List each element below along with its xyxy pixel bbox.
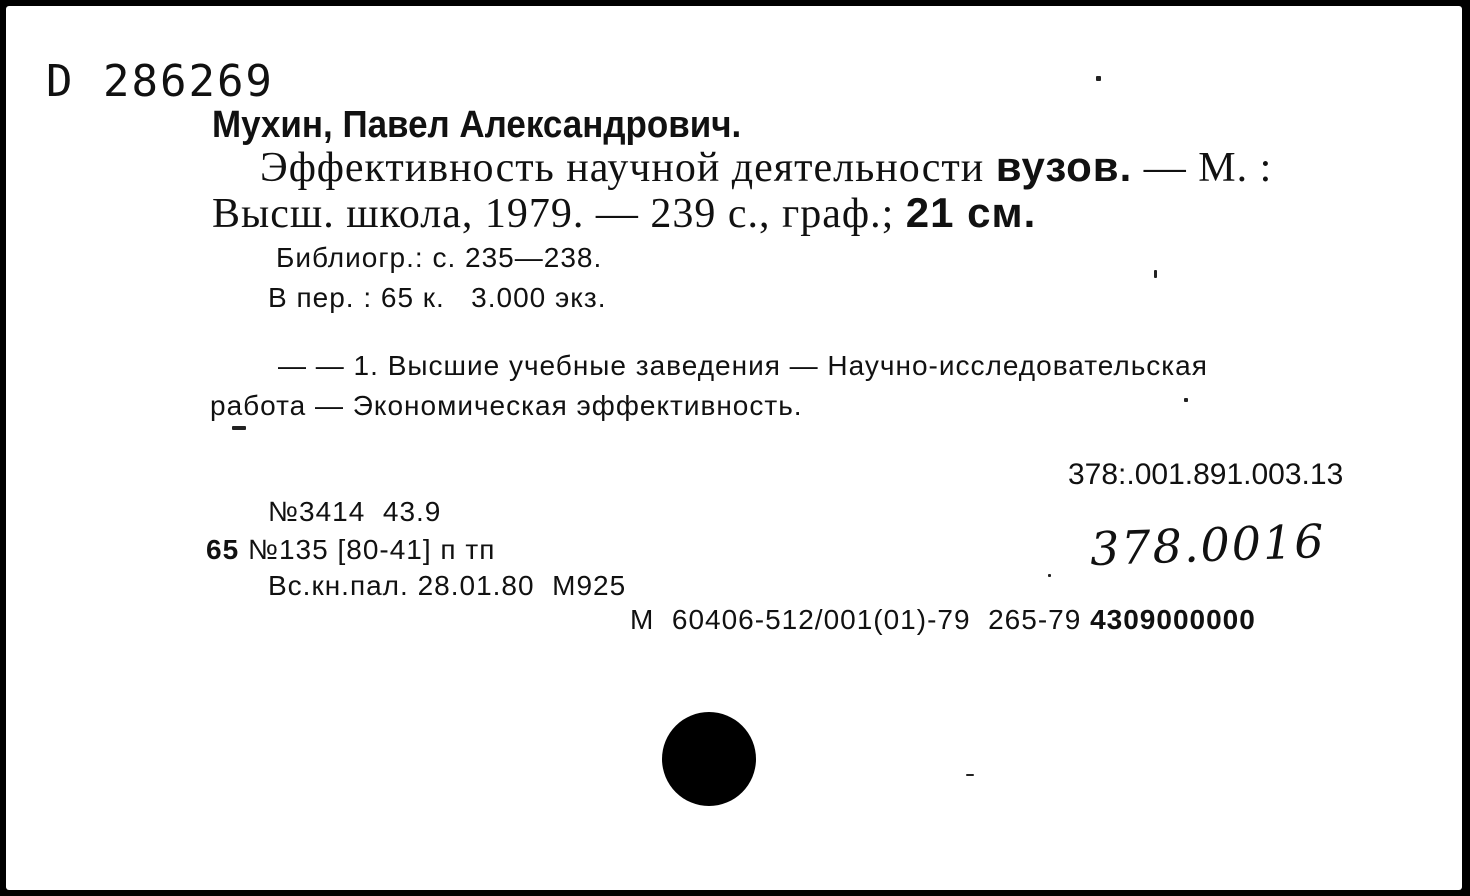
catalog-card <box>6 6 1462 890</box>
publisher-text: Высш. школа, 1979. — 239 с., граф.; <box>212 191 895 237</box>
bibliography-note: Библиогр.: с. 235—238. <box>276 242 603 273</box>
title-end: — М. : <box>1132 145 1273 191</box>
handwritten-code: 378.0016 <box>1089 513 1327 577</box>
udc-code: 378:.001.891.003.13 <box>1068 458 1344 491</box>
scan-speck <box>966 774 974 776</box>
punch-hole <box>662 712 756 806</box>
note-line-1: №3414 43.9 <box>268 496 442 527</box>
isbn-code: М 60406-512/001(01)-79 265-79 <box>630 604 1082 635</box>
scan-speck <box>1096 76 1101 81</box>
scan-speck <box>232 426 246 430</box>
scan-speck <box>1154 270 1157 278</box>
price-note: В пер. : 65 к. 3.000 экз. <box>268 282 607 313</box>
title-line-2 <box>212 189 1037 237</box>
scan-speck <box>1048 574 1051 577</box>
title-text: Эффективность научной деятельности <box>260 145 985 191</box>
note-line-3: Вс.кн.пал. 28.01.80 М925 <box>268 570 627 601</box>
author-name: Мухин, Павел Александрович. <box>212 104 742 146</box>
subjects-line-1: — — 1. Высшие учебные заведения — Научно-исследовательская <box>278 350 1208 381</box>
title-bold: вузов. <box>995 143 1133 190</box>
subjects-line-2: работа — Экономическая эффективность. <box>210 390 803 421</box>
title-line-1 <box>260 143 1273 191</box>
scan-speck <box>1184 398 1188 402</box>
note-prefix: 65 <box>206 534 240 565</box>
card-id: D 286269 <box>46 56 274 107</box>
note-text: №135 [80-41] п тп <box>247 534 496 565</box>
note-line-2 <box>206 536 495 564</box>
size-bold: 21 см. <box>905 189 1037 236</box>
isbn-number: 4309000000 <box>1090 604 1256 635</box>
isbn-line <box>630 606 1256 634</box>
